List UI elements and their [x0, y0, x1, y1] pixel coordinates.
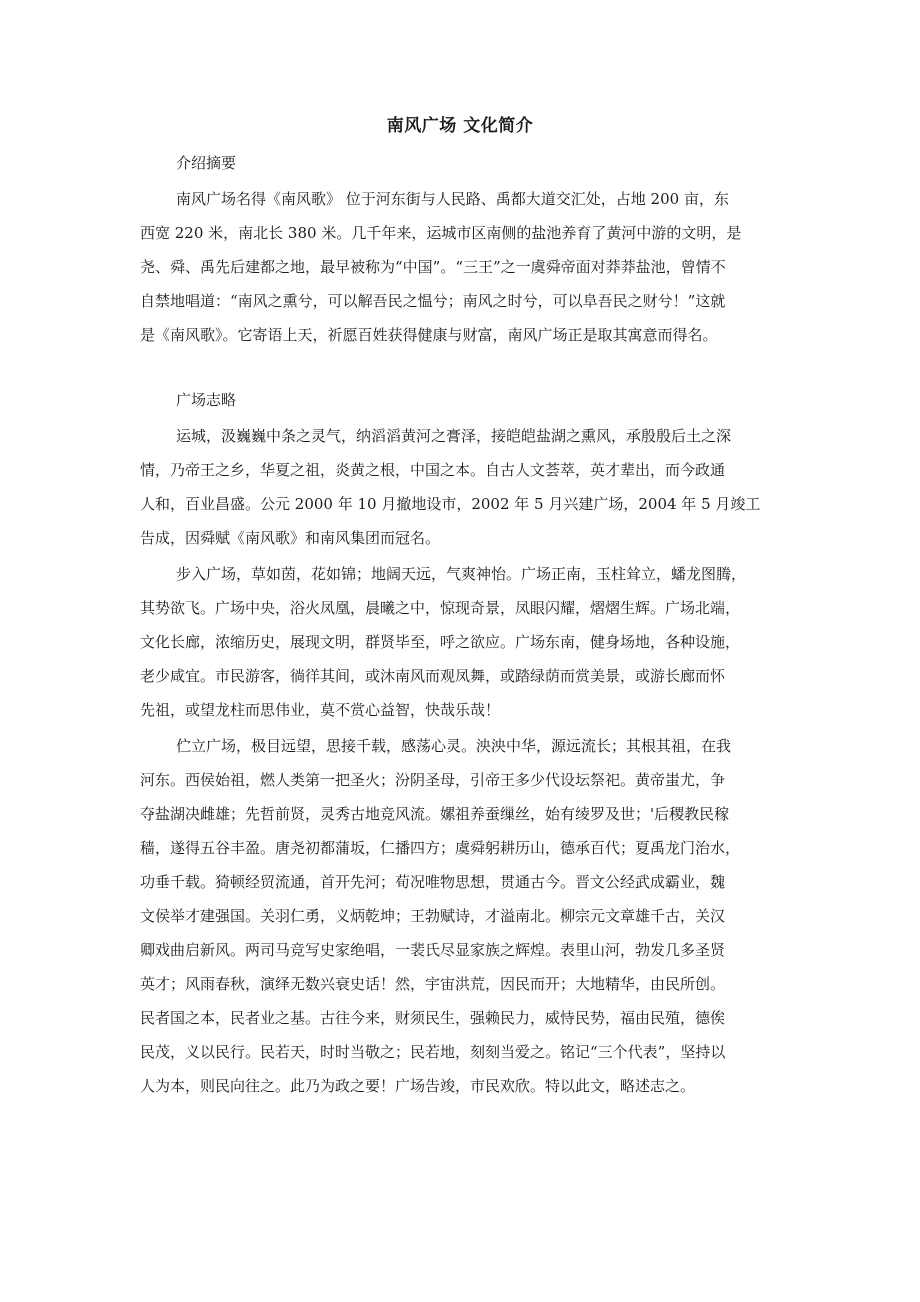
- paragraph-line: 南风广场名得《南风歌》 位于河东街与人民路、禹都大道交汇处，占地 200 亩，东: [176, 190, 729, 208]
- paragraph-line: 卿戏曲启新风。两司马竞写史家绝唱，一裴氏尽显家族之辉煌。表里山河，勃发几多圣贤: [140, 941, 726, 959]
- paragraph-line: 自禁地唱道：“南风之熏兮，可以解吾民之愠兮；南风之时兮，可以阜吾民之财兮！”这就: [140, 292, 726, 310]
- paragraph-line: 人和，百业昌盛。公元 2000 年 10 月撤地设市，2002 年 5 月兴建广场，2004 年 5 月竣工: [140, 495, 761, 513]
- page-title: 南风广场 文化简介: [386, 116, 534, 136]
- section-heading: 介绍摘要: [176, 154, 237, 172]
- paragraph-line: 文化长廊，浓缩历史，展现文明，群贤毕至，呼之欲应。广场东南，健身场地，各种设施，: [140, 633, 741, 651]
- paragraph-line: 告成，因舜赋《南风歌》和南风集团而冠名。: [140, 529, 441, 547]
- paragraph-line: 尧、舜、禹先后建都之地，最早被称为“中国”。“三王”之一虞舜帝面对莽莽盐池，曾情不: [140, 258, 726, 276]
- paragraph-line: 人为本，则民向往之。此乃为政之要！广场告竣，市民欢欣。特以此文，略述志之。: [140, 1077, 696, 1095]
- paragraph-line: 民茂，义以民行。民若天，时时当敬之；民若地，刻刻当爱之。铭记“三个代表”，坚持以: [140, 1043, 726, 1061]
- paragraph-line: 伫立广场，极目远望，思接千载，感荡心灵。泱泱中华，源远流长；其根其祖，在我: [176, 737, 732, 755]
- paragraph-line: 是《南风歌》。它寄语上天，祈愿百姓获得健康与财富，南风广场正是取其寓意而得名。: [140, 326, 718, 344]
- paragraph-line: 文侯举才建强国。关羽仁勇，义炳乾坤；王勃赋诗，才溢南北。柳宗元文章雄千古，关汉: [140, 907, 726, 925]
- paragraph-line: 其势欲飞。广场中央，浴火凤凰，晨曦之中，惊现奇景，凤眼闪耀，熠熠生辉。广场北端，: [140, 599, 741, 617]
- paragraph-line: 老少咸宜。市民游客，徜徉其间，或沐南风而观凤舞，或踏绿荫而赏美景，或游长廊而怀: [140, 667, 726, 685]
- paragraph-line: 步入广场，草如茵，花如锦；地阔天远，气爽神怡。广场正南，玉柱耸立，蟠龙图腾，: [176, 565, 747, 583]
- paragraph-line: 西宽 220 米，南北长 380 米。几千年来，运城市区南侧的盐池养育了黄河中游的文明，是: [140, 224, 742, 242]
- paragraph-line: 夺盐湖决雌雄；先哲前贤，灵秀古地竞风流。嫘祖养蚕缫丝，始有绫罗及世；'后稷教民稼: [140, 805, 730, 823]
- paragraph-line: 情，乃帝王之乡，华夏之祖，炎黄之根，中国之本。自古人文荟萃，英才辈出，而今政通: [140, 461, 726, 479]
- paragraph-line: 穑，遂得五谷丰盈。唐尧初都蒲坂，仁播四方；虞舜躬耕历山，德承百代；夏禹龙门治水，: [140, 839, 741, 857]
- paragraph-line: 运城，汲巍巍中条之灵气，纳滔滔黄河之膏泽，接皑皑盐湖之熏风，承殷殷后土之深: [176, 427, 732, 445]
- paragraph-line: 英才；风雨春秋，演绎无数兴衰史话！然，宇宙洪荒，因民而开；大地精华，由民所创。: [140, 975, 726, 993]
- paragraph-line: 民者国之本，民者业之基。古往今来，财须民生，强赖民力，威恃民势，福由民殖，德俟: [140, 1009, 726, 1027]
- paragraph-line: 先祖，或望龙柱而思伟业，莫不赏心益智，快哉乐哉！: [140, 701, 501, 719]
- section-heading: 广场志略: [176, 391, 237, 409]
- paragraph-line: 河东。西侯始祖，燃人类第一把圣火；汾阴圣母，引帝王多少代设坛祭祀。黄帝蚩尤，争: [140, 771, 726, 789]
- paragraph-line: 功垂千载。猗顿经贸流通，首开先河；荀况唯物思想，贯通古今。晋文公经武成霸业，魏: [140, 873, 726, 891]
